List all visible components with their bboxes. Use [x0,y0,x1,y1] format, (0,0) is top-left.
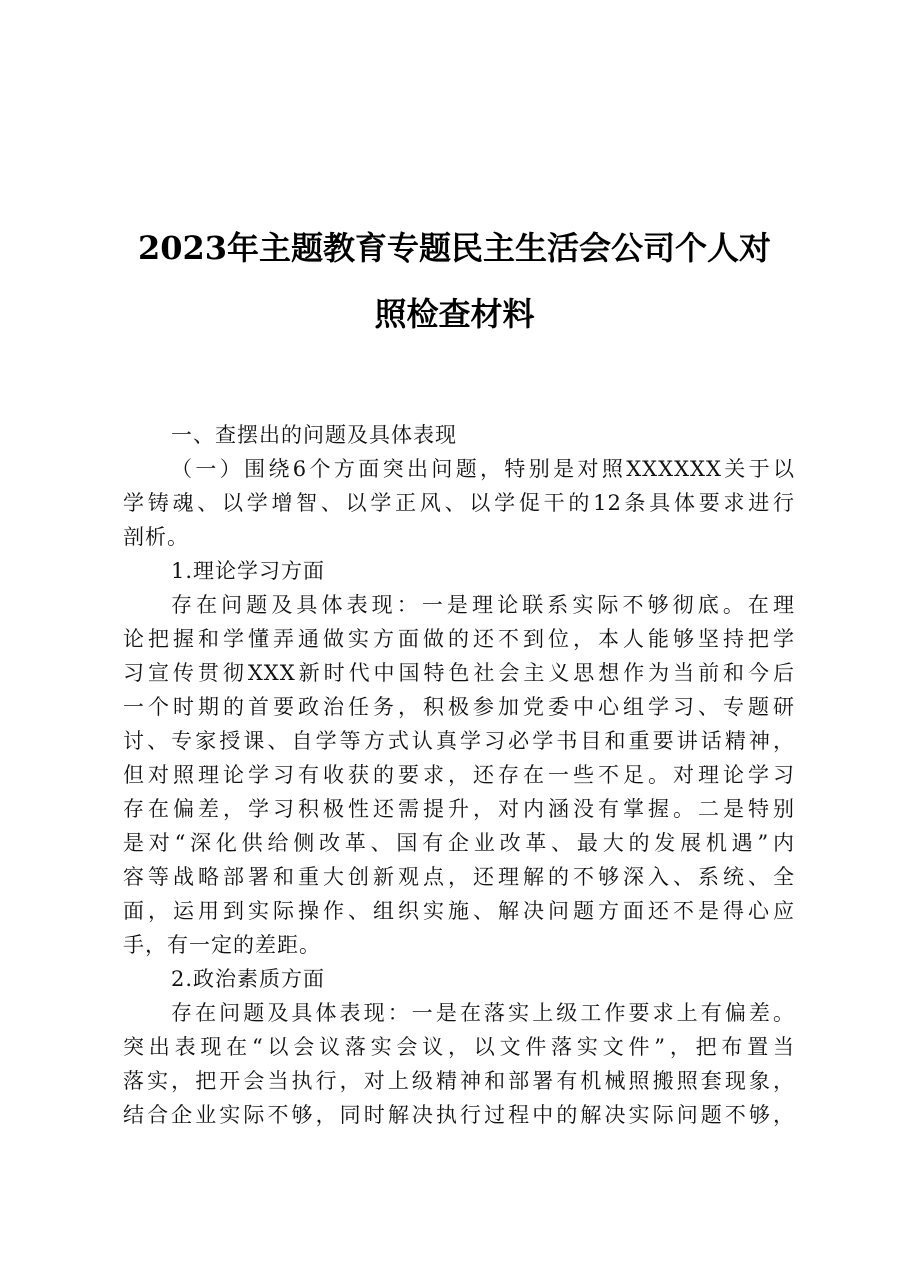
text-line: （一）围绕6个方面突出问题，特别是对照XXXXXX关于以 [171,457,795,481]
text-line: 存在问题及具体表现：一是在落实上级工作要求上有偏差。 [171,1001,795,1025]
text-line: 学铸魂、以学增智、以学正风、以学促干的12条具体要求进行 [123,491,795,515]
text-line: 存在问题及具体表现：一是理论联系实际不够彻底。在理 [171,593,795,617]
text-line: 1.理论学习方面 [171,559,326,583]
text-line: 剖析。 [123,525,189,549]
text-line: 但对照理论学习有收获的要求，还存在一些不足。对理论学习 [123,763,795,787]
text-line: 讨、专家授课、自学等方式认真学习必学书目和重要讲话精神， [123,729,795,753]
text-line: 论把握和学懂弄通做实方面做的还不到位，本人能够坚持把学 [123,627,795,651]
text-line: 面，运用到实际操作、组织实施、解决问题方面还不是得心应 [123,899,795,923]
text-line: 存在偏差，学习积极性还需提升，对内涵没有掌握。二是特别 [123,797,795,821]
text-line: 是对“深化供给侧改革、国有企业改革、最大的发展机遇”内 [123,831,795,855]
document-title-line-2: 照检查材料 [374,295,535,333]
document-body [123,418,795,1132]
text-line: 2.政治素质方面 [171,967,326,991]
text-line: 容等战略部署和重大创新观点，还理解的不够深入、系统、全 [123,865,795,889]
text-line: 落实，把开会当执行，对上级精神和部署有机械照搬照套现象， [123,1069,795,1093]
text-line: 突出表现在“以会议落实会议，以文件落实文件”，把布置当 [123,1035,795,1059]
text-line: 一个时期的首要政治任务，积极参加党委中心组学习、专题研 [123,695,795,719]
text-line: 结合企业实际不够，同时解决执行过程中的解决实际问题不够， [123,1103,795,1127]
document-title-line-1: 2023年主题教育专题民主生活会公司个人对 [137,229,772,267]
text-line: 一、查摆出的问题及具体表现 [171,423,457,447]
text-line: 手，有一定的差距。 [123,933,321,957]
text-line: 习宣传贯彻XXX新时代中国特色社会主义思想作为当前和今后 [123,661,795,685]
